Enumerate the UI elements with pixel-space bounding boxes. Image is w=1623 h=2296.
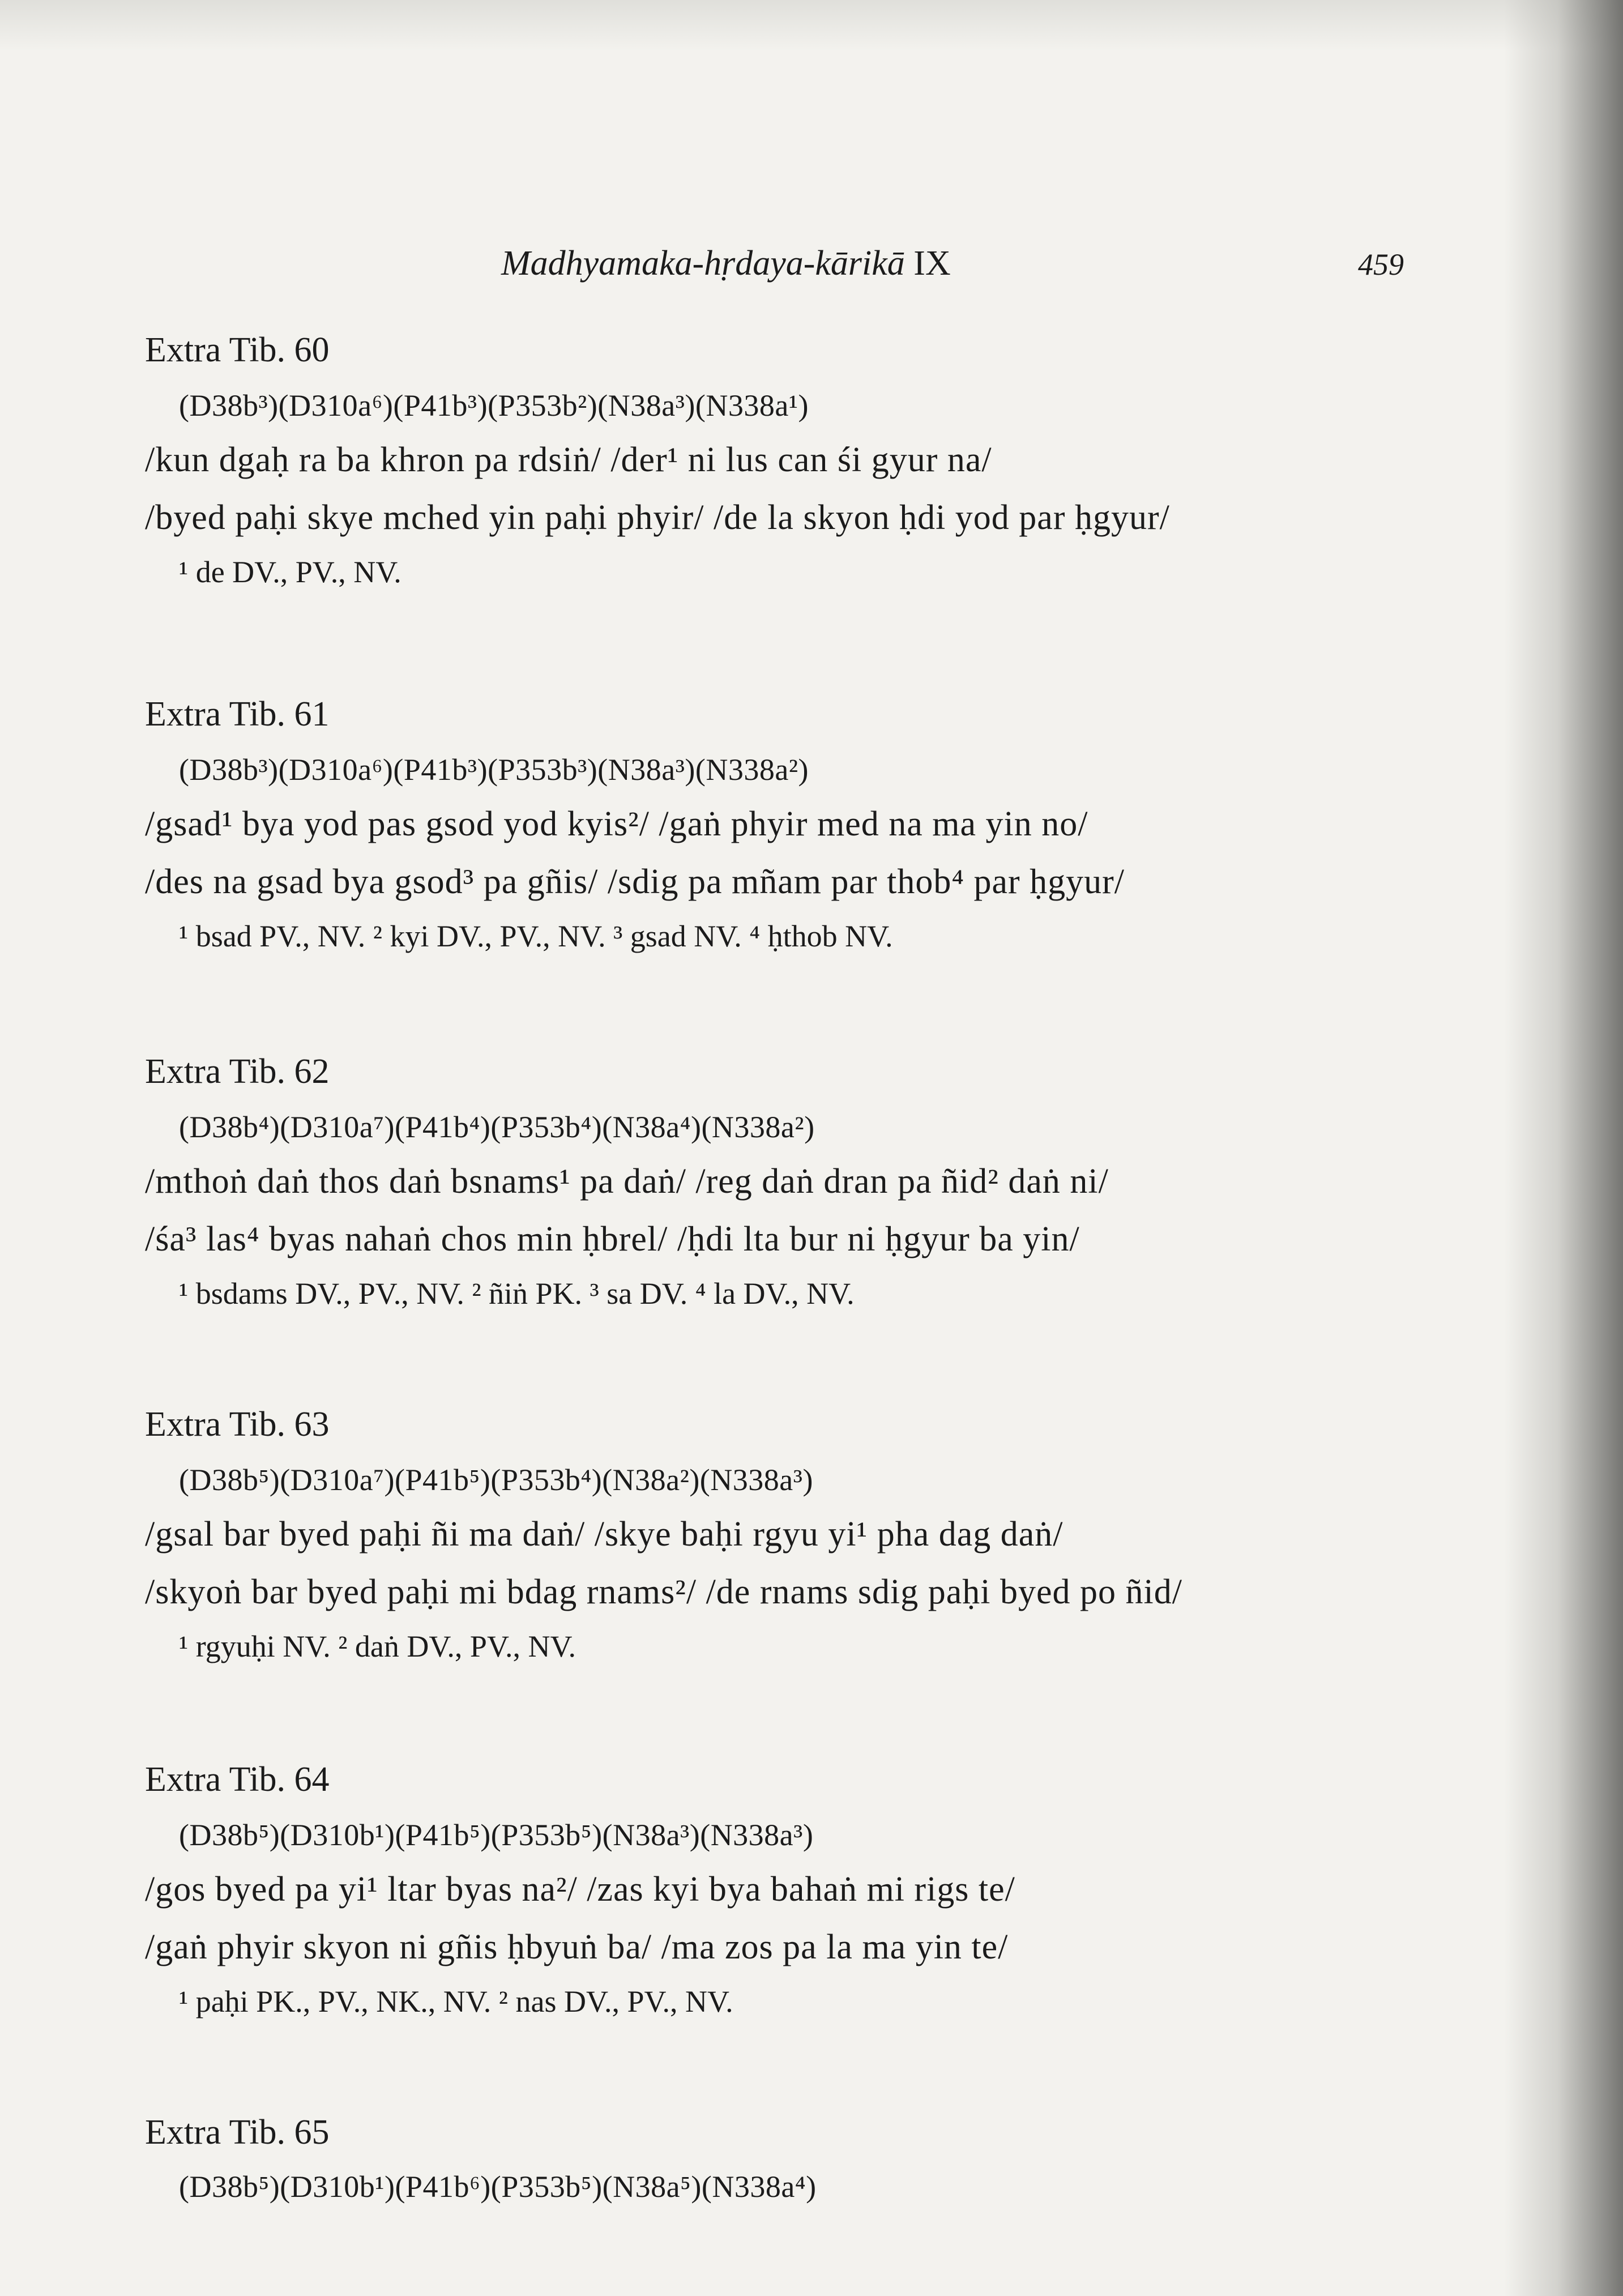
verse-line: /gsad¹ bya yod pas gsod yod kyis²/ /gaṅ phyir med na ma yin no/ bbox=[145, 805, 1088, 843]
verse-line: /mthoṅ daṅ thos daṅ bsnams¹ pa daṅ/ /reg daṅ dran pa ñid² daṅ ni/ bbox=[145, 1162, 1109, 1201]
manuscript-sigla: (D38b³)(D310a⁶)(P41b³)(P353b³)(N38a³)(N338a²) bbox=[179, 753, 809, 787]
entry-heading: Extra Tib. 64 bbox=[145, 1760, 330, 1799]
running-title bbox=[501, 244, 951, 284]
verse-line: /byed paḥi skye mched yin paḥi phyir/ /de la skyon ḥdi yod par ḥgyur/ bbox=[145, 498, 1170, 537]
work-title: Madhyamaka-hṛdaya-kārikā bbox=[501, 244, 905, 283]
entry-heading: Extra Tib. 63 bbox=[145, 1405, 330, 1444]
scan-top-shading bbox=[0, 0, 1623, 51]
entry-extra-tib-65 bbox=[0, 2113, 1623, 2226]
variant-footnote: ¹ paḥi PK., PV., NK., NV. ² nas DV., PV., NV. bbox=[179, 1985, 733, 2018]
variant-footnote: ¹ bsad PV., NV. ² kyi DV., PV., NV. ³ gsad NV. ⁴ ḥthob NV. bbox=[179, 919, 893, 953]
verse-line: /gaṅ phyir skyon ni gñis ḥbyuṅ ba/ /ma zos pa la ma yin te/ bbox=[145, 1928, 1009, 1966]
variant-footnote: ¹ de DV., PV., NV. bbox=[179, 555, 402, 589]
chapter-number: IX bbox=[913, 244, 951, 283]
verse-line: /gsal bar byed paḥi ñi ma daṅ/ /skye baḥi rgyu yi¹ pha dag daṅ/ bbox=[145, 1515, 1064, 1554]
page-number: 459 bbox=[1358, 247, 1404, 281]
manuscript-sigla: (D38b⁵)(D310a⁷)(P41b⁵)(P353b⁴)(N38a²)(N338a³) bbox=[179, 1463, 813, 1497]
verse-line: /skyoṅ bar byed paḥi mi bdag rnams²/ /de rnams sdig paḥi byed po ñid/ bbox=[145, 1573, 1182, 1611]
manuscript-sigla: (D38b⁵)(D310b¹)(P41b⁵)(P353b⁵)(N38a³)(N338a³) bbox=[179, 1818, 814, 1852]
manuscript-sigla: (D38b³)(D310a⁶)(P41b³)(P353b²)(N38a³)(N338a¹) bbox=[179, 389, 809, 423]
variant-footnote: ¹ rgyuḥi NV. ² daṅ DV., PV., NV. bbox=[179, 1629, 576, 1663]
running-head bbox=[0, 244, 1623, 295]
verse-line: /des na gsad bya gsod³ pa gñis/ /sdig pa mñam par thob⁴ par ḥgyur/ bbox=[145, 863, 1125, 901]
entry-heading: Extra Tib. 62 bbox=[145, 1052, 330, 1091]
verse-line: /śa³ las⁴ byas nahaṅ chos min ḥbrel/ /ḥdi lta bur ni ḥgyur ba yin/ bbox=[145, 1220, 1080, 1258]
manuscript-sigla: (D38b⁴)(D310a⁷)(P41b⁴)(P353b⁴)(N38a⁴)(N338a²) bbox=[179, 1110, 815, 1144]
entry-heading: Extra Tib. 65 bbox=[145, 2113, 330, 2152]
verse-line: /gos byed pa yi¹ ltar byas na²/ /zas kyi bya bahaṅ mi rigs te/ bbox=[145, 1870, 1015, 1909]
entry-heading: Extra Tib. 60 bbox=[145, 331, 330, 369]
variant-footnote: ¹ bsdams DV., PV., NV. ² ñiṅ PK. ³ sa DV. ⁴ la DV., NV. bbox=[179, 1277, 855, 1311]
entry-heading: Extra Tib. 61 bbox=[145, 695, 330, 733]
verse-line: /kun dgaḥ ra ba khron pa rdsiṅ/ /der¹ ni lus can śi gyur na/ bbox=[145, 441, 992, 479]
manuscript-sigla: (D38b⁵)(D310b¹)(P41b⁶)(P353b⁵)(N38a⁵)(N338a⁴) bbox=[179, 2170, 817, 2204]
